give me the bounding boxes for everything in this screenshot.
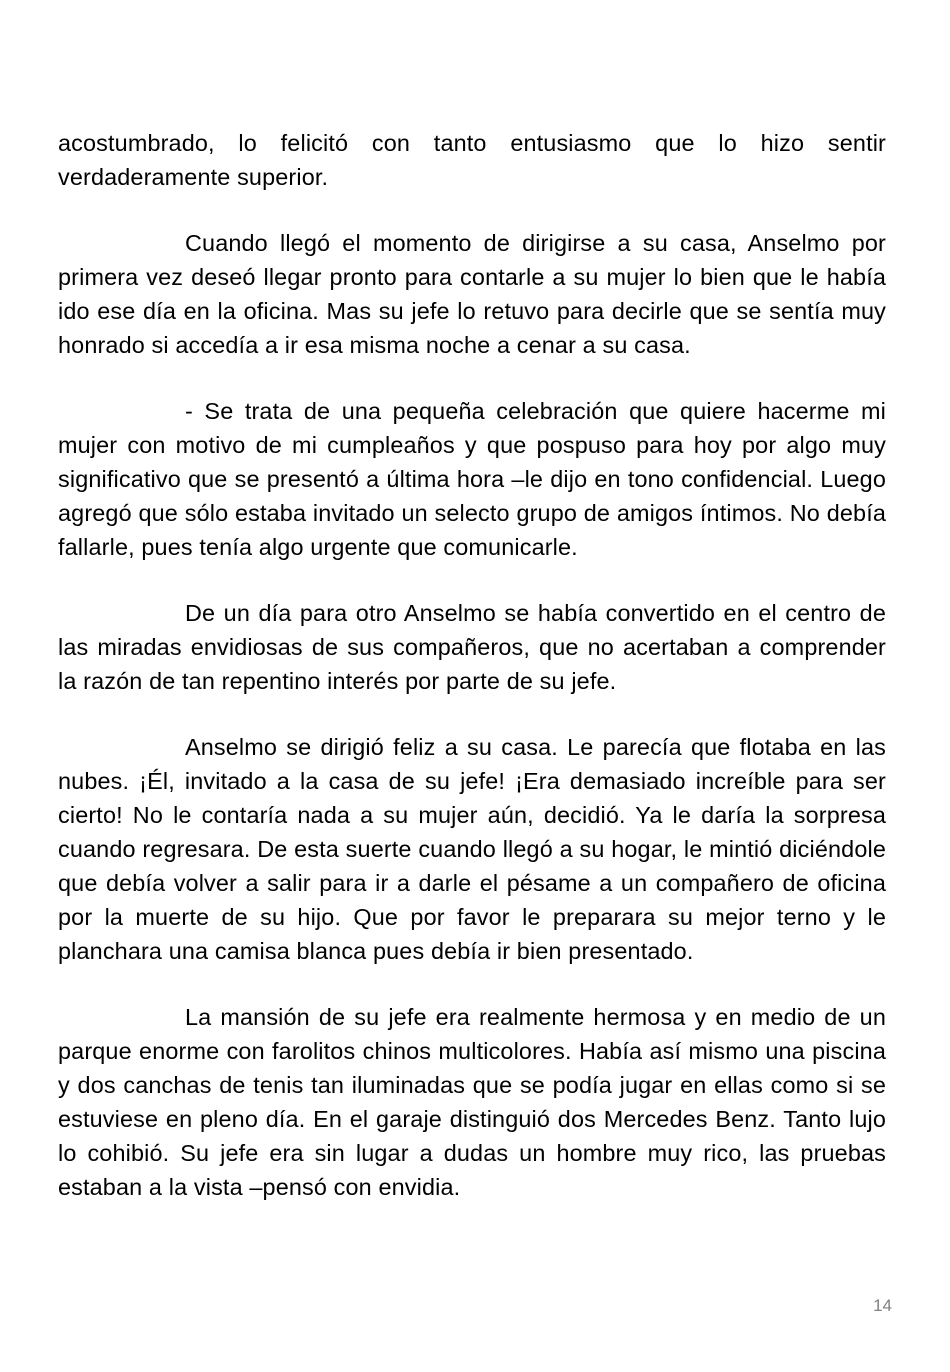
paragraph: acostumbrado, lo felicitó con tanto entusiasmo que lo hizo sentir verdaderamente superior. xyxy=(58,130,886,190)
paragraph: La mansión de su jefe era realmente hermosa y en medio de un parque enorme con farolitos chinos multicolores. Había así mismo una piscina y dos canchas de tenis tan iluminadas que se podía jugar en ellas como si se estuviese en pleno día. En el garaje distinguió dos Mercedes Benz. Tanto lujo lo cohibió. Su jefe era sin lugar a dudas un hombre muy rico, las pruebas estaban a la vista –pensó con envidia. xyxy=(58,1004,886,1200)
paragraph: Anselmo se dirigió feliz a su casa. Le parecía que flotaba en las nubes. ¡Él, invitado a la casa de su jefe! ¡Era demasiado increíble para ser cierto! No le contaría nada a su mujer aún, decidió. Ya le daría la sorpresa cuando regresara. De esta suerte cuando llegó a su hogar, le mintió diciéndole que debía volver a salir para ir a darle el pésame a un compañero de oficina por la muerte de su hijo. Que por favor le preparara su mejor terno y le planchara una camisa blanca pues debía ir bien presentado. xyxy=(58,734,886,964)
paragraph: - Se trata de una pequeña celebración que quiere hacerme mi mujer con motivo de mi cumpleaños y que pospuso para hoy por algo muy significativo que se presentó a última hora –le dijo en tono confidencial. Luego agregó que sólo estaba invitado un selecto grupo de amigos íntimos. No debía fallarle, pues tenía algo urgente que comunicarle. xyxy=(58,398,886,560)
body-text xyxy=(58,126,886,1236)
paragraph: Cuando llegó el momento de dirigirse a su casa, Anselmo por primera vez deseó llegar pronto para contarle a su mujer lo bien que le había ido ese día en la oficina. Mas su jefe lo retuvo para decirle que se sentía muy honrado si accedía a ir esa misma noche a cenar a su casa. xyxy=(58,230,886,358)
page-number: 14 xyxy=(873,1296,892,1315)
paragraph: De un día para otro Anselmo se había convertido en el centro de las miradas envidiosas de sus compañeros, que no acertaban a comprender la razón de tan repentino interés por parte de su jefe. xyxy=(58,600,886,694)
